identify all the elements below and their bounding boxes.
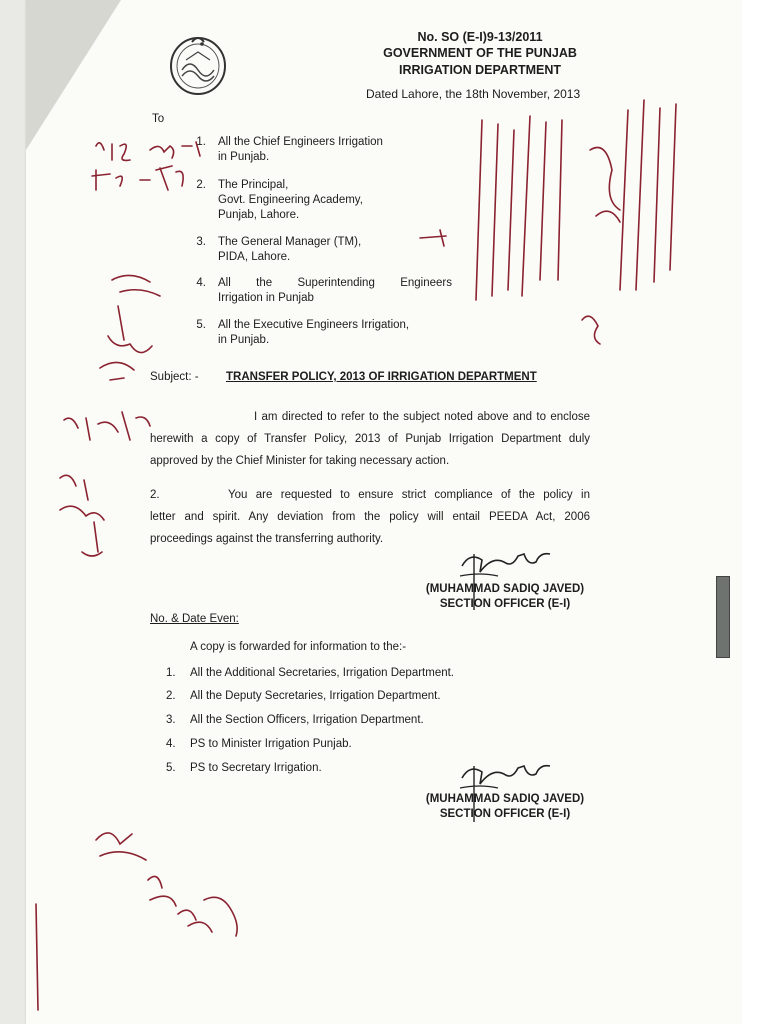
recipient-number: 3. (196, 236, 206, 248)
recipient-line: in Punjab. (218, 334, 270, 346)
forward-item-text: PS to Minister Irrigation Punjab. (190, 738, 352, 750)
subject-title: TRANSFER POLICY, 2013 OF IRRIGATION DEPARTMENT (226, 371, 537, 383)
recipient-line: All the Executive Engineers Irrigation, (218, 319, 410, 331)
to-label: To (152, 113, 165, 125)
signatory-title: SECTION OFFICER (E-I) (439, 598, 571, 610)
recipient-number: 5. (196, 319, 206, 331)
forward-item-number: 2. (166, 690, 176, 702)
recipient-line: The Principal, (218, 179, 289, 191)
dated-text: Dated Lahore, the 18th November, 2013 (366, 87, 581, 101)
signatory-title: SECTION OFFICER (E-I) (439, 808, 571, 820)
recipient-line: Irrigation in Punjab (218, 292, 314, 304)
forward-item-number: 1. (166, 667, 176, 679)
paragraph-line: You are requested to ensure strict compliance of the policy in (228, 489, 590, 501)
paragraph-line: I am directed to refer to the subject noted above and to enclose (254, 411, 590, 423)
paragraph-line: proceedings against the transferring authority. (150, 533, 384, 545)
department-title: IRRIGATION DEPARTMENT (398, 63, 562, 77)
paragraph-line: letter and spirit. Any deviation from the policy will entail PEEDA Act, 2006 (150, 511, 590, 523)
recipient-number: 4. (196, 277, 206, 289)
government-title: GOVERNMENT OF THE PUNJAB (383, 46, 577, 60)
recipient-line: Punjab, Lahore. (218, 209, 300, 221)
subject-label: Subject: - (150, 371, 199, 383)
forward-item-text: All the Additional Secretaries, Irrigation Department. (190, 667, 454, 679)
paragraph-line: approved by the Chief Minister for taking necessary action. (150, 455, 450, 467)
recipient-line: All the Chief Engineers Irrigation (218, 136, 383, 148)
paragraph-number: 2. (150, 489, 160, 501)
recipient-number: 1. (196, 136, 206, 148)
forward-item-text: PS to Secretary Irrigation. (190, 762, 322, 774)
forward-item-text: All the Section Officers, Irrigation Department. (190, 714, 424, 726)
signatory-name: (MUHAMMAD SADIQ JAVED) (425, 583, 585, 595)
forward-item-number: 4. (166, 738, 176, 750)
recipient-line: PIDA, Lahore. (218, 251, 291, 263)
recipient-line: All the Superintending Engineers (218, 277, 452, 289)
recipient-line: The General Manager (TM), (218, 236, 362, 248)
forward-intro: A copy is forwarded for information to the:- (190, 641, 407, 653)
paragraph-line: herewith a copy of Transfer Policy, 2013 of Punjab Irrigation Department duly (150, 433, 590, 445)
recipient-number: 2. (196, 179, 206, 191)
reference-number: No. SO (E-I)9-13/2011 (417, 30, 543, 44)
forward-item-number: 5. (166, 762, 176, 774)
recipient-line: Govt. Engineering Academy, (218, 194, 363, 206)
forward-item-number: 3. (166, 714, 176, 726)
forward-item-text: All the Deputy Secretaries, Irrigation Department. (190, 690, 441, 702)
recipient-line: in Punjab. (218, 151, 270, 163)
signatory-name: (MUHAMMAD SADIQ JAVED) (425, 793, 585, 805)
forward-heading: No. & Date Even: (150, 613, 239, 625)
